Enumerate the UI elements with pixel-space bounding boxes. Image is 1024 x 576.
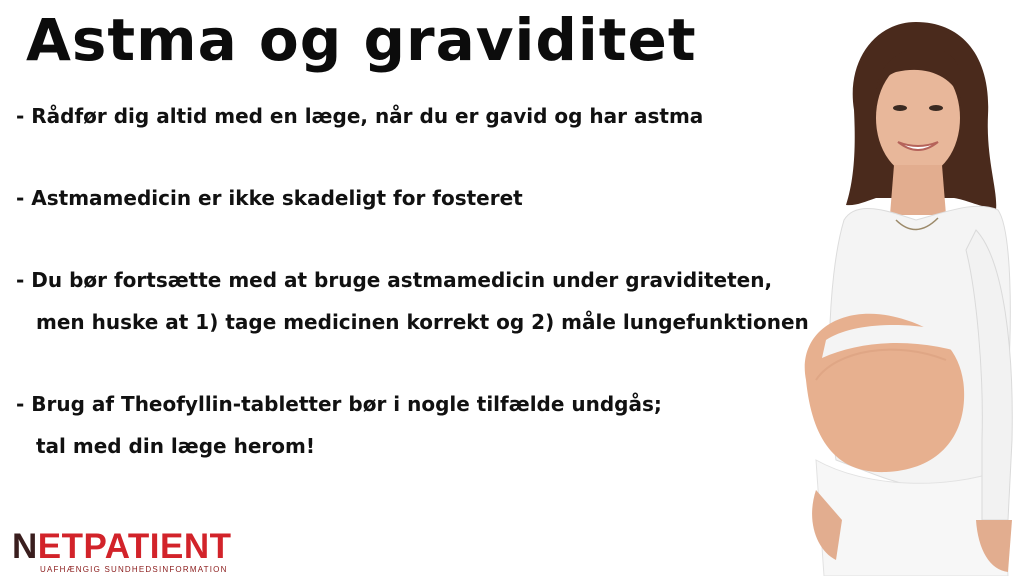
bullet-item-continuation: tal med din læge herom! — [36, 434, 315, 458]
slide-title: Astma og graviditet — [26, 6, 697, 74]
logo-letters-rest: ETPATIENT — [37, 527, 232, 566]
logo-wordmark — [12, 529, 232, 564]
bullet-item: - Du bør fortsætte med at bruge astmamedicin under graviditeten, — [16, 268, 773, 292]
bullet-item: - Brug af Theofyllin-tabletter bør i nogle tilfælde undgås; — [16, 392, 662, 416]
bullet-item-continuation: men huske at 1) tage medicinen korrekt og 2) måle lungefunktionen — [36, 310, 809, 334]
logo-letter-n: N — [12, 527, 38, 566]
pregnant-woman-photo — [776, 20, 1024, 576]
bullet-item: - Astmamedicin er ikke skadeligt for fosteret — [16, 186, 523, 210]
bullet-item: - Rådfør dig altid med en læge, når du er gavid og har astma — [16, 104, 704, 128]
logo-tagline: UAFHÆNGIG SUNDHEDSINFORMATION — [40, 565, 228, 574]
netpatient-logo — [12, 529, 232, 574]
